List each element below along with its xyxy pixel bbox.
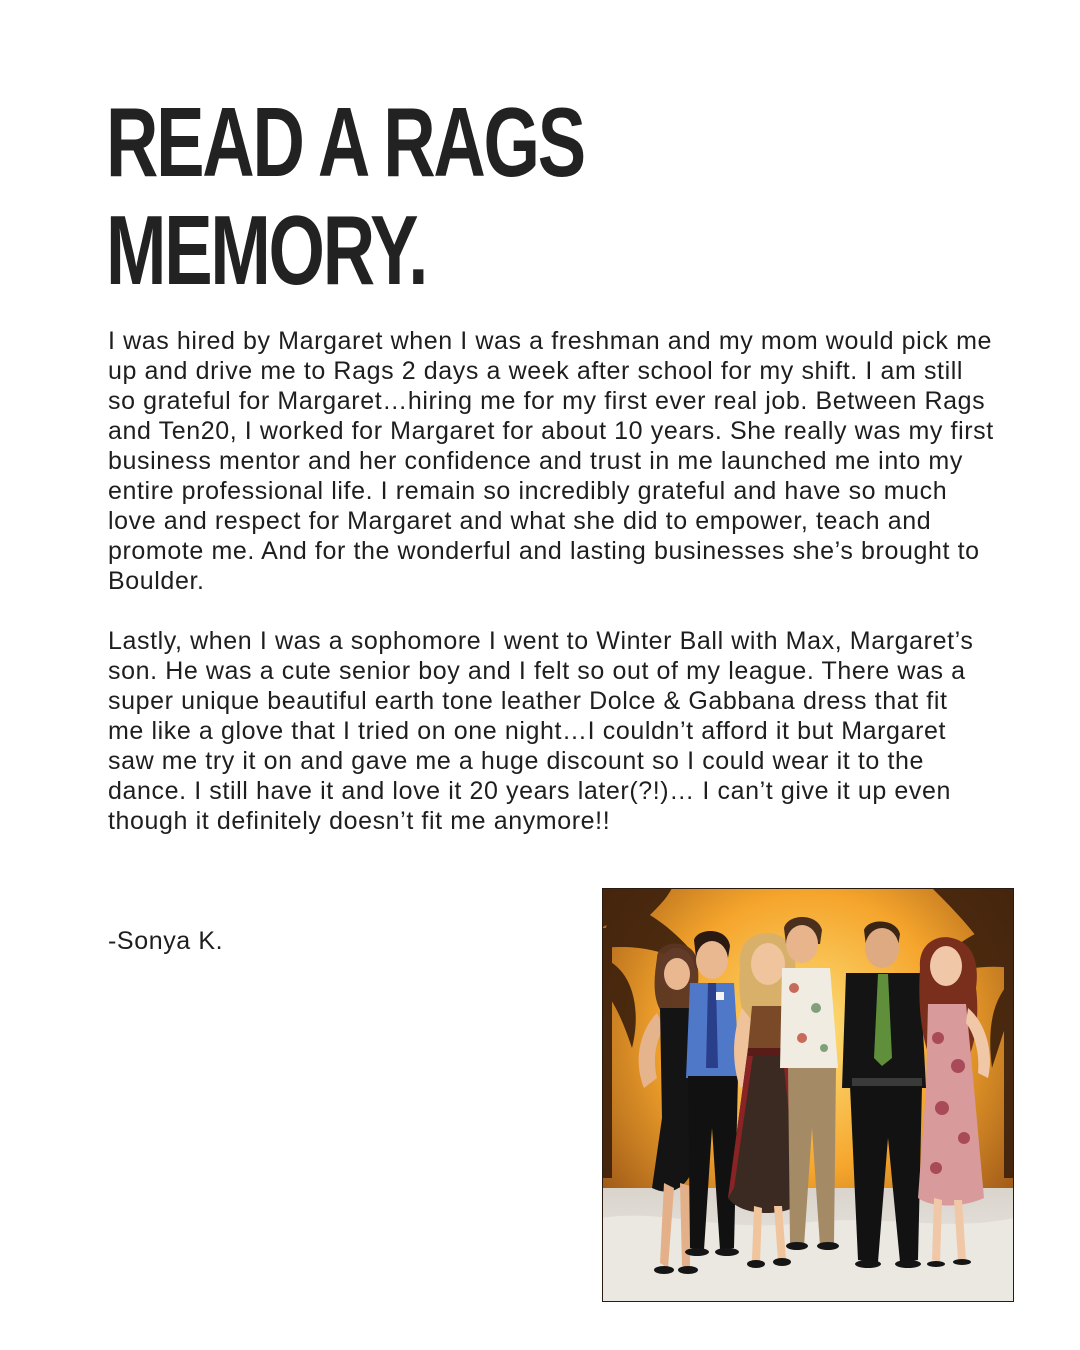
- memory-paragraph-1: I was hired by Margaret when I was a freshman and my mom would pick me up and drive me to Rags 2 days a week after school for my shift. I am still so grateful for Margaret…hiring me for my first ever real job. Between Rags and Ten20, I worked for Margaret for about 10 years. She really was my first business mentor and her confidence and trust in me launched me into my entire professional life. I remain so incredibly grateful and have so much love and respect for Margaret and what she did to empower, teach and promote me. And for the wonderful and lasting businesses she’s brought to Boulder.: [108, 327, 994, 595]
- winter-ball-group-photo: [602, 888, 1014, 1302]
- memory-text: [108, 326, 1008, 836]
- title-line-2: MEMORY.: [106, 195, 427, 305]
- memory-paragraph-2: Lastly, when I was a sophomore I went to Winter Ball with Max, Margaret’s son. He was a cute senior boy and I felt so out of my league. There was a super unique beautiful earth tone leather Dolce & Gabbana dress that fit me like a glove that I tried on one night…I couldn’t afford it but Margaret saw me try it on and gave me a huge discount so I could wear it to the dance. I still have it and love it 20 years later(?!)… I can’t give it up even though it definitely doesn’t fit me anymore!!: [108, 627, 974, 835]
- page-title: [106, 88, 584, 304]
- signature: -Sonya K.: [108, 927, 224, 955]
- title-line-1: READ A RAGS: [106, 87, 584, 197]
